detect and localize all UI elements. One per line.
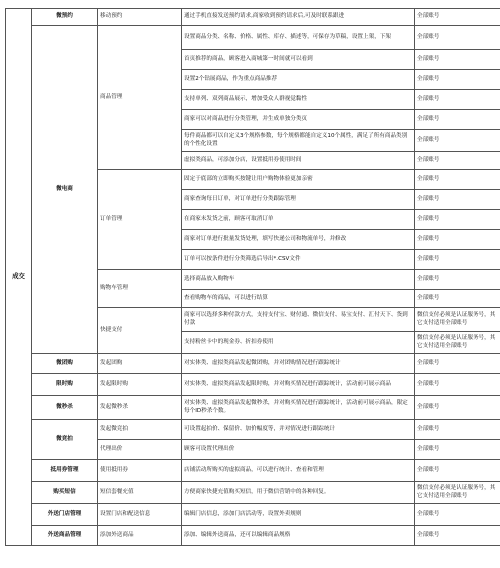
table-row xyxy=(6,482,500,504)
version-cell: 全部账号 xyxy=(415,250,500,270)
table-row xyxy=(6,354,500,374)
version-cell: 全部账号 xyxy=(415,354,500,374)
version-cell: 全部账号 xyxy=(415,504,500,526)
description-cell: 添加、编辑外送商品，还可以编辑商品规格 xyxy=(182,526,415,546)
function-cell: 添加外送商品 xyxy=(98,526,182,546)
description-cell: 设置商品分类、名称、价格、属性、库存、描述等，可保存为草稿，设置上架，下架 xyxy=(182,26,415,50)
description-cell: 对实体类、虚拟类商品发起限时购，并对购买情况进行跟踪统计，活动前可展示商品 xyxy=(182,374,415,396)
table-row xyxy=(6,396,500,420)
function-cell: 订单管理 xyxy=(98,170,182,270)
version-cell: 微信支付必须是认证服务号，其它支付适用全部账号 xyxy=(415,332,500,354)
category-cell: 微预约 xyxy=(32,9,98,26)
category-cell: 外送门店管理 xyxy=(32,504,98,526)
version-cell: 全部账号 xyxy=(415,170,500,190)
description-cell: 方便商家快捷充值购买短信，用于微信营销中的各种回复。 xyxy=(182,482,415,504)
feature-table xyxy=(5,8,500,546)
description-cell: 可设置起拍价、保留价、加价幅度等，并对情况进行跟踪统计 xyxy=(182,420,415,440)
description-cell: 对实体类、虚拟类商品发起微秒杀，并对购买情况进行跟踪统计，活动前可展示商品，限定每个ID秒杀个数。 xyxy=(182,396,415,420)
description-cell: 查看购物车的商品，可以进行结算 xyxy=(182,290,415,308)
category-cell: 微电商 xyxy=(32,26,98,354)
category-cell: 抵用券管理 xyxy=(32,460,98,482)
table-row xyxy=(6,460,500,482)
version-cell: 全部账号 xyxy=(415,396,500,420)
table-row xyxy=(6,374,500,396)
function-cell: 代理出价 xyxy=(98,440,182,460)
description-cell: 商家查询每日订单，对订单进行分类跟踪管理 xyxy=(182,190,415,210)
description-cell: 顾客可设置代理出价 xyxy=(182,440,415,460)
table-row xyxy=(6,26,500,50)
version-cell: 全部账号 xyxy=(415,130,500,152)
description-cell: 选择商品放入购物车 xyxy=(182,270,415,290)
description-cell: 在商家未发货之前，顾客可取消订单 xyxy=(182,210,415,230)
function-cell: 发起微竞拍 xyxy=(98,420,182,440)
function-cell: 发起限时购 xyxy=(98,374,182,396)
version-cell: 全部账号 xyxy=(415,70,500,90)
description-cell: 店铺活动所购买的虚拟商品，可以进行统计、查看和管理 xyxy=(182,460,415,482)
version-cell: 全部账号 xyxy=(415,374,500,396)
description-cell: 对实体类、虚拟类商品发起微团购，并对团购情况进行跟踪统计 xyxy=(182,354,415,374)
description-cell: 设置2个钻展商品，作为重点商品推荐 xyxy=(182,70,415,90)
version-cell: 微信支付必须是认证服务号，其它支付适用全部账号 xyxy=(415,308,500,332)
version-cell: 全部账号 xyxy=(415,440,500,460)
function-cell: 设置门店和配送信息 xyxy=(98,504,182,526)
table-row xyxy=(6,526,500,546)
version-cell: 全部账号 xyxy=(415,9,500,26)
table-row xyxy=(6,420,500,440)
function-cell: 购物车管理 xyxy=(98,270,182,308)
category-cell: 限时购 xyxy=(32,374,98,396)
version-cell: 全部账号 xyxy=(415,420,500,440)
function-cell: 使用抵用券 xyxy=(98,460,182,482)
function-cell: 快捷支付 xyxy=(98,308,182,354)
category-deal-cell: 成交 xyxy=(6,9,32,546)
table-row xyxy=(6,9,500,26)
category-cell: 微竞拍 xyxy=(32,420,98,460)
version-cell: 全部账号 xyxy=(415,152,500,170)
description-cell: 首页推荐的商品，顾客进入商城第一时间就可以看到 xyxy=(182,50,415,70)
function-cell: 发起微秒杀 xyxy=(98,396,182,420)
version-cell: 微信支付必须是认证服务号，其它支付适用全部账号 xyxy=(415,482,500,504)
description-cell: 商家可以选择多种付款方式，支持支付宝、财付通、微信支付、易宝支付、汇付天下、货到付款 xyxy=(182,308,415,332)
description-cell: 订单可以按条件进行分类筛选后导出*.CSV文件 xyxy=(182,250,415,270)
version-cell: 全部账号 xyxy=(415,26,500,50)
function-cell: 短信套餐充值 xyxy=(98,482,182,504)
version-cell: 全部账号 xyxy=(415,290,500,308)
version-cell: 全部账号 xyxy=(415,190,500,210)
version-cell: 全部账号 xyxy=(415,460,500,482)
version-cell: 全部账号 xyxy=(415,270,500,290)
table-row xyxy=(6,504,500,526)
description-cell: 支持粉丝卡中的现金券、折扣券使用 xyxy=(182,332,415,354)
version-cell: 全部账号 xyxy=(415,210,500,230)
description-cell: 编辑门店信息，添加门店活动等，设置外卖规则 xyxy=(182,504,415,526)
description-cell: 虚拟类商品，可添加分店，设置抵用券使用时间 xyxy=(182,152,415,170)
description-cell: 固定于底部的立即购买按键让用户购物体验更加亲密 xyxy=(182,170,415,190)
function-cell: 发起团购 xyxy=(98,354,182,374)
description-cell: 商家对订单进行批量发货处理，填写快递公司和物流单号，并修改 xyxy=(182,230,415,250)
version-cell: 全部账号 xyxy=(415,110,500,130)
function-cell: 移动预约 xyxy=(98,9,182,26)
function-cell: 商品管理 xyxy=(98,26,182,170)
version-cell: 全部账号 xyxy=(415,50,500,70)
version-cell: 全部账号 xyxy=(415,526,500,546)
description-cell: 商家可以对商品进行分类管理，并生成单独分类页 xyxy=(182,110,415,130)
description-cell: 支持单列、双列商品展示，增加受众人群视觉黏性 xyxy=(182,90,415,110)
description-cell: 通过手机直接发送预约请求,商家收到预约请求后,可及时联系跟进 xyxy=(182,9,415,26)
version-cell: 全部账号 xyxy=(415,90,500,110)
category-cell: 外送商品管理 xyxy=(32,526,98,546)
category-cell: 购买短信 xyxy=(32,482,98,504)
category-cell: 微团购 xyxy=(32,354,98,374)
version-cell: 全部账号 xyxy=(415,230,500,250)
description-cell: 每件商品都可以自定义3个规格参数，每个规格都能自定义10个属性，满足了所有商品类别的个性化设置 xyxy=(182,130,415,152)
category-cell: 微秒杀 xyxy=(32,396,98,420)
